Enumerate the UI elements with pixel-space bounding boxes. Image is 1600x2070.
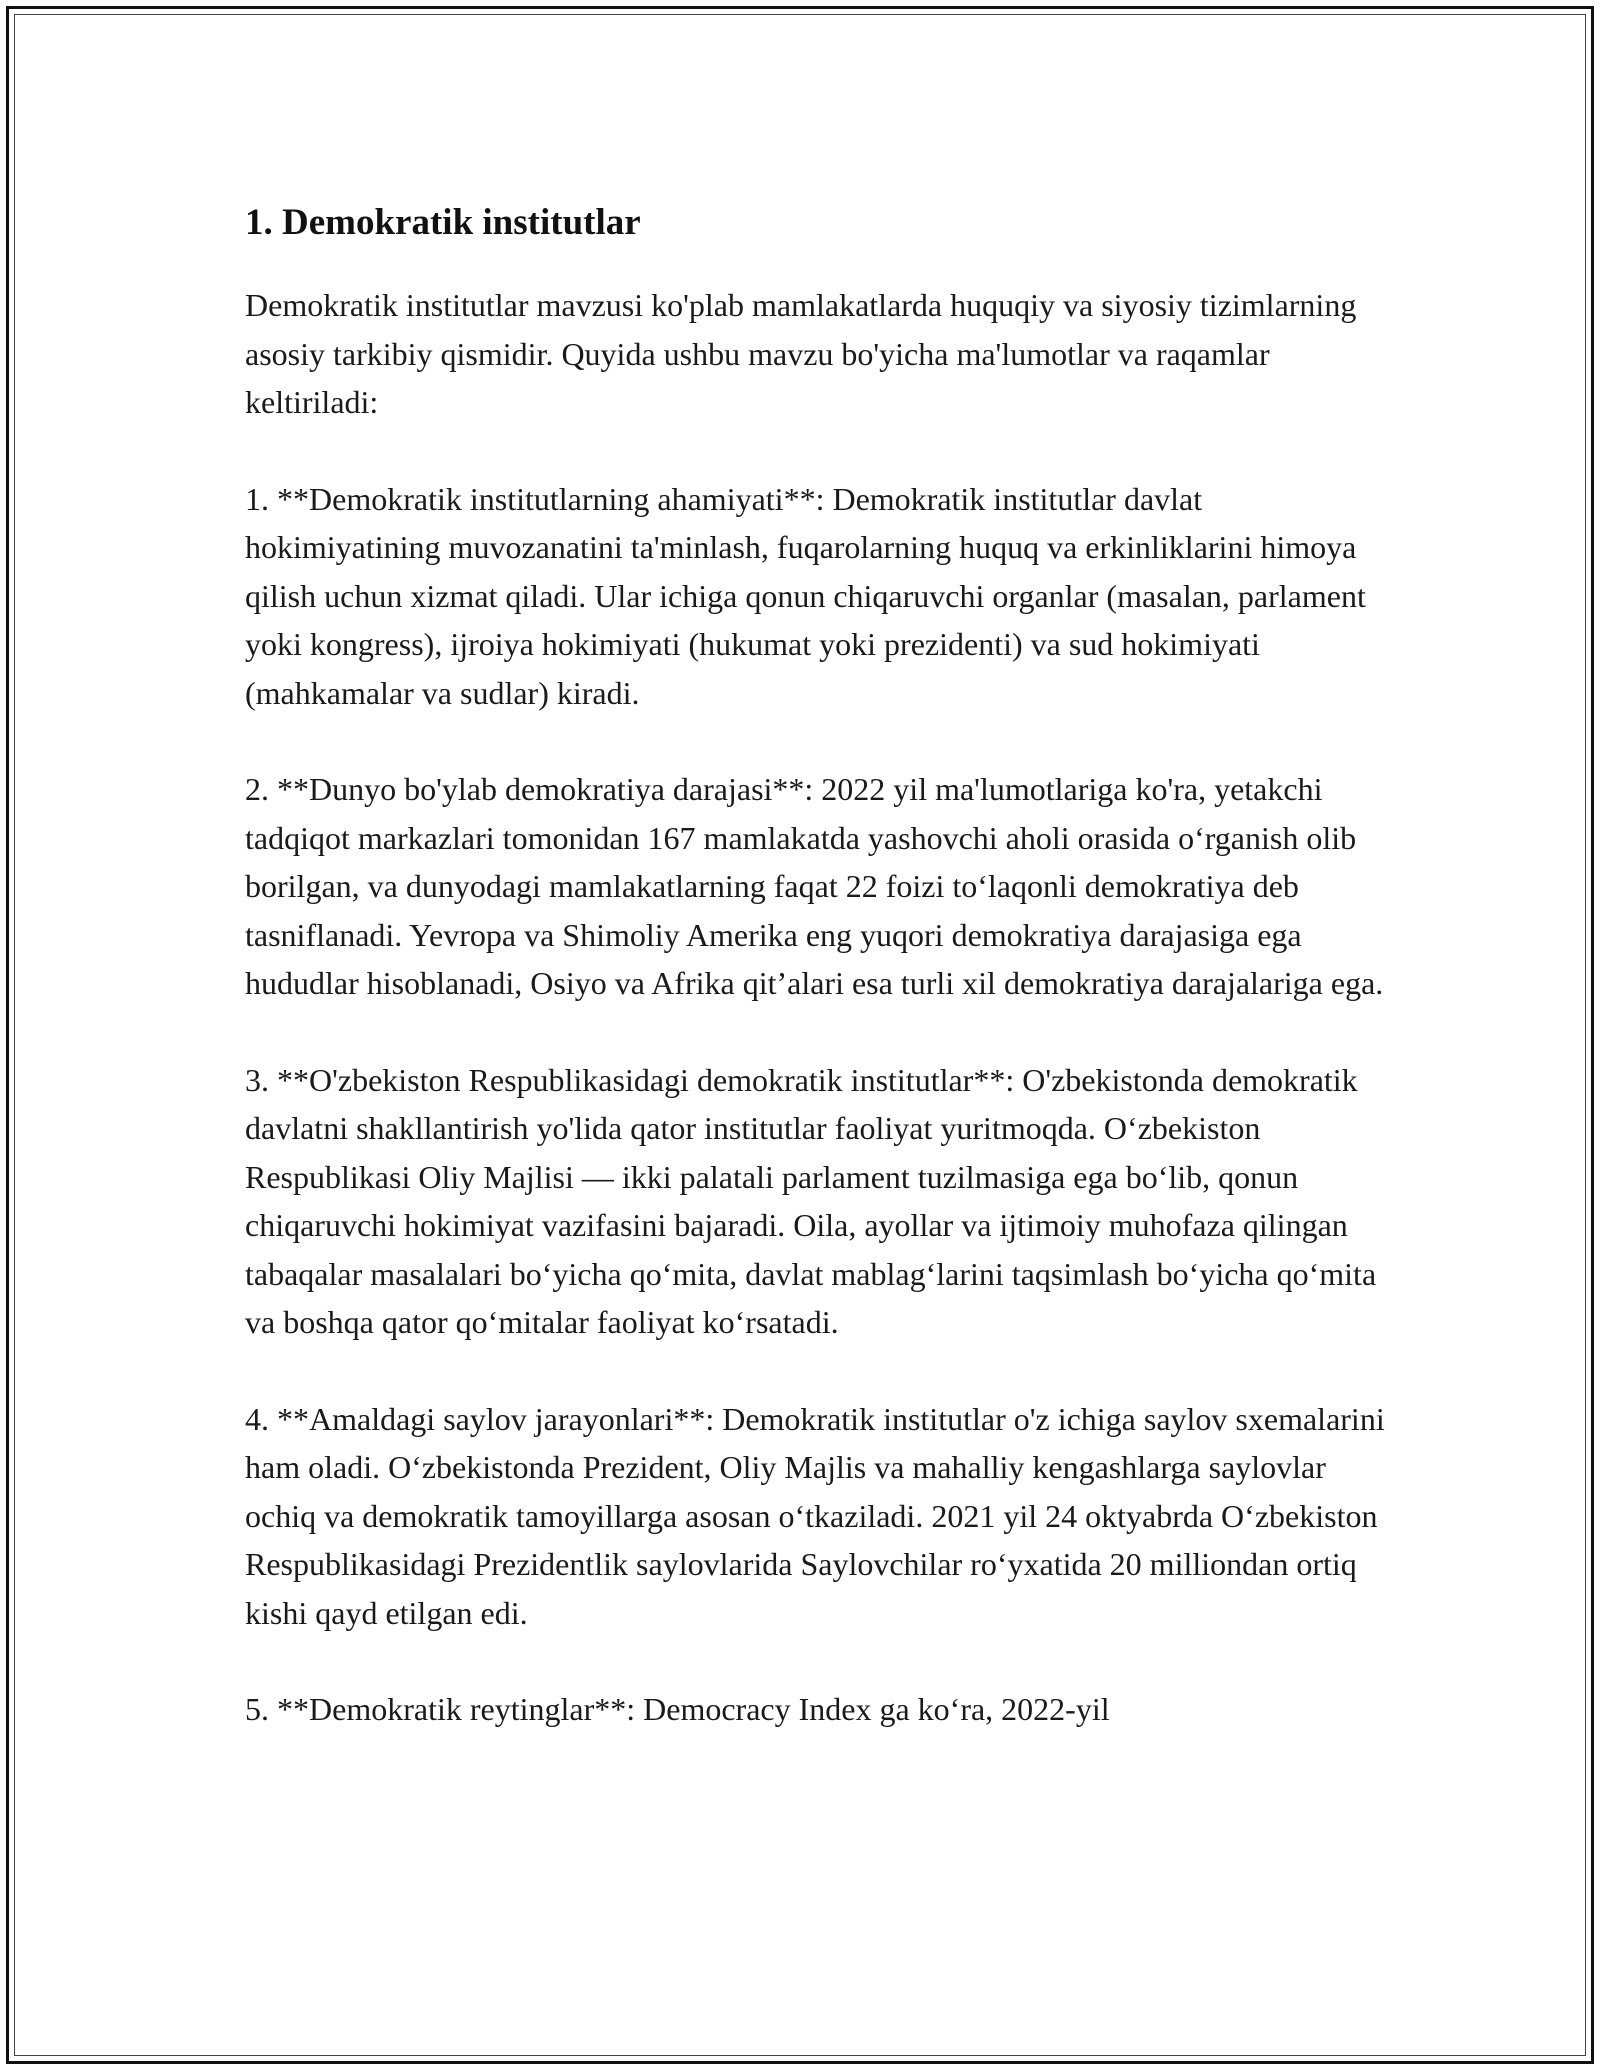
document-body	[245, 195, 1395, 1782]
document-title: 1. Demokratik institutlar	[245, 202, 641, 243]
paragraph-elections: 4. **Amaldagi saylov jarayonlari**: Demokratik institutlar o'z ichiga saylov sxemalarini ham oladi. O‘zbekistonda Prezident, Oliy Majlis va mahalliy kengashlarga saylovlar ochiq va demokratik tamoyillarga asosan o‘tkaziladi. 2021 yil 24 oktyabrda O‘zbekiston Respublikasidagi Prezidentlik saylovlarida Saylovchilar ro‘yxatida 20 milliondan ortiq kishi qayd etilgan edi.	[245, 1400, 1385, 1631]
paragraph-uzbekistan-institutions: 3. **O'zbekiston Respublikasidagi demokratik institutlar**: O'zbekistonda demokratik davlatni shakllantirish yo'lida qator institutlar faoliyat yuritmoqda. O‘zbekiston Respublikasi Oliy Majlisi — ikki palatali parlament tuzilmasiga ega bo‘lib, qonun chiqaruvchi hokimiyat vazifasini bajaradi. Oila, ayollar va ijtimoiy muhofaza qilingan tabaqalar masalalari bo‘yicha qo‘mita, davlat mablag‘larini taqsimlash bo‘yicha qo‘mita va boshqa qator qo‘mitalar faoliyat ko‘rsatadi.	[245, 1061, 1377, 1340]
paragraph-world-democracy: 2. **Dunyo bo'ylab demokratiya darajasi**: 2022 yil ma'lumotlariga ko'ra, yetakchi tadqiqot markazlari tomonidan 167 mamlakatda yashovchi aholi orasida o‘rganish olib borilgan, va dunyodagi mamlakatlarning faqat 22 foizi to‘laqonli demokratiya deb tasniflanadi. Yevropa va Shimoliy Amerika eng yuqori demokratiya darajasiga ega hududlar hisoblanadi, Osiyo va Afrika qit’alari esa turli xil demokratiya darajalariga ega.	[245, 771, 1384, 1001]
page-frame	[6, 6, 1594, 2064]
paragraph-importance: 1. **Demokratik institutlarning ahamiyati**: Demokratik institutlar davlat hokimiyatining muvozanatini ta'minlash, fuqarolarning huquq va erkinliklarini himoya qilish uchun xizmat qiladi. Ular ichiga qonun chiqaruvchi organlar (masalan, parlament yoki kongress), ijroiya hokimiyati (hukumat yoki prezidenti) va sud hokimiyati (mahkamalar va sudlar) kiradi.	[245, 480, 1366, 711]
intro-paragraph: Demokratik institutlar mavzusi ko'plab mamlakatlarda huquqiy va siyosiy tizimlarning asosiy tarkibiy qismidir. Quyida ushbu mavzu bo'yicha ma'lumotlar va raqamlar keltiriladi:	[245, 287, 1357, 420]
paragraph-ratings: 5. **Demokratik reytinglar**: Democracy Index ga ko‘ra, 2022-yil	[245, 1691, 1110, 1727]
